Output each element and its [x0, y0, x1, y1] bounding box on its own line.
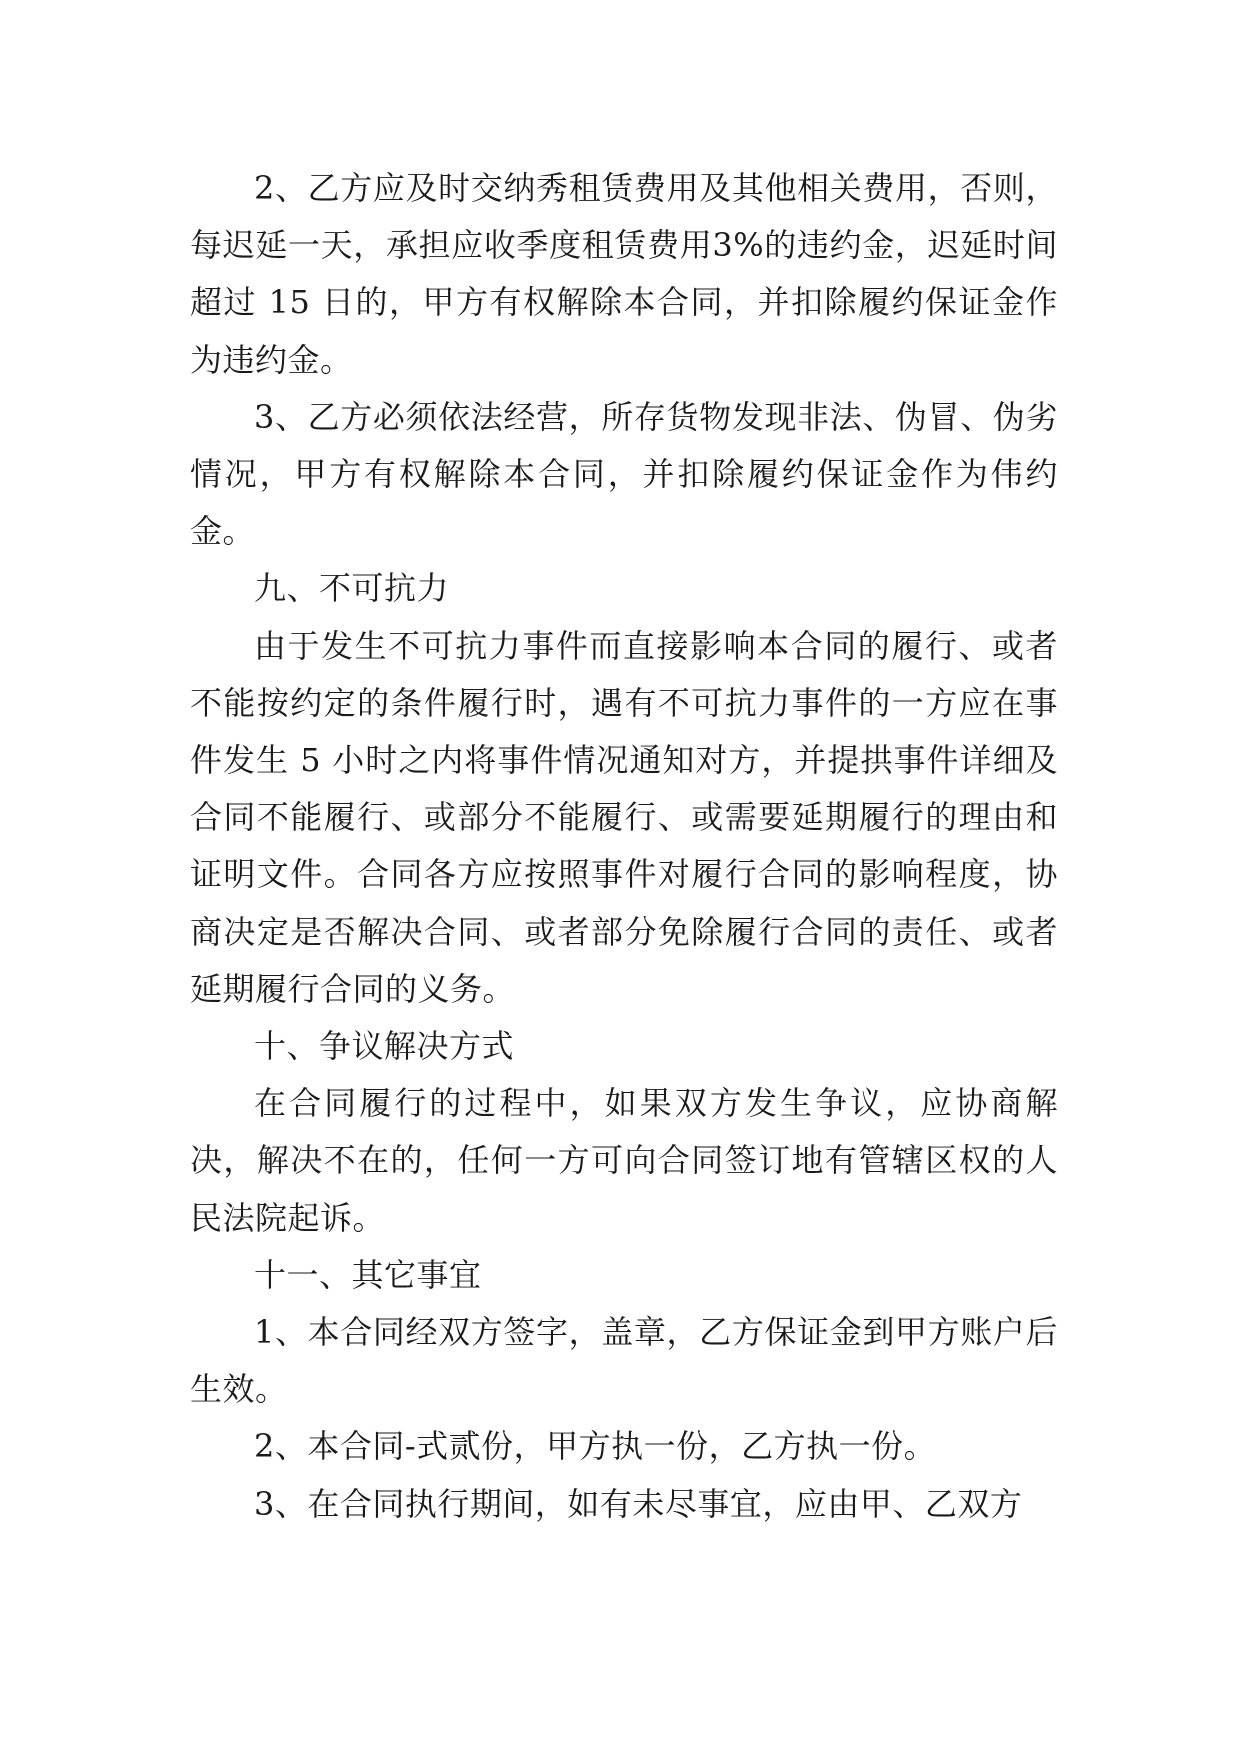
dispute-resolution-body: 在合同履行的过程中，如果双方发生争议，应协商解决，解决不在的，任何一方可向合同签订地有管辖区权的人民法院起诉。: [190, 1084, 1058, 1237]
clause-8-item-2: 2、乙方应及时交纳秀租赁费用及其他相关费用，否则，每迟延一天，承担应收季度租赁费用3%的违约金，迟延时间超过 15 日的，甲方有权解除本合同，并扣除履约保证金作为违约金。: [190, 169, 1058, 379]
section-heading-force-majeure: 九、不可抗力: [254, 569, 450, 608]
force-majeure-body: 由于发生不可抗力事件而直接影响本合同的履行、或者不能按约定的条件履行时，遇有不可抗力事件的一方应在事件发生 5 小时之内将事件情况通知对方，并提拱事件详细及合同不能履行、或部分不能履行、或需要延期履行的理由和证明文件。合同各方应按照事件对履行合同的影响程度，协商决定是否解决合同、或者部分免除履行合同的责任、或者延期履行合同的义务。: [190, 626, 1058, 1008]
other-matters-item-1: 1、本合同经双方签字，盖章，乙方保证金到甲方账户后生效。: [190, 1313, 1058, 1409]
other-matters-item-3: 3、在合同执行期间，如有未尽事宜，应由甲、乙双方: [254, 1484, 1023, 1523]
clause-8-item-3: 3、乙方必须依法经营，所存货物发现非法、伪冒、伪劣情况，甲方有权解除本合同，并扣除履约保证金作为伟约金。: [190, 397, 1058, 551]
document-body: [190, 160, 1058, 1533]
section-heading-other-matters: 十一、其它事宜: [254, 1255, 482, 1294]
other-matters-item-2: 2、本合同-式贰份，甲方执一份，乙方执一份。: [254, 1427, 937, 1466]
section-heading-dispute-resolution: 十、争议解决方式: [254, 1027, 515, 1066]
